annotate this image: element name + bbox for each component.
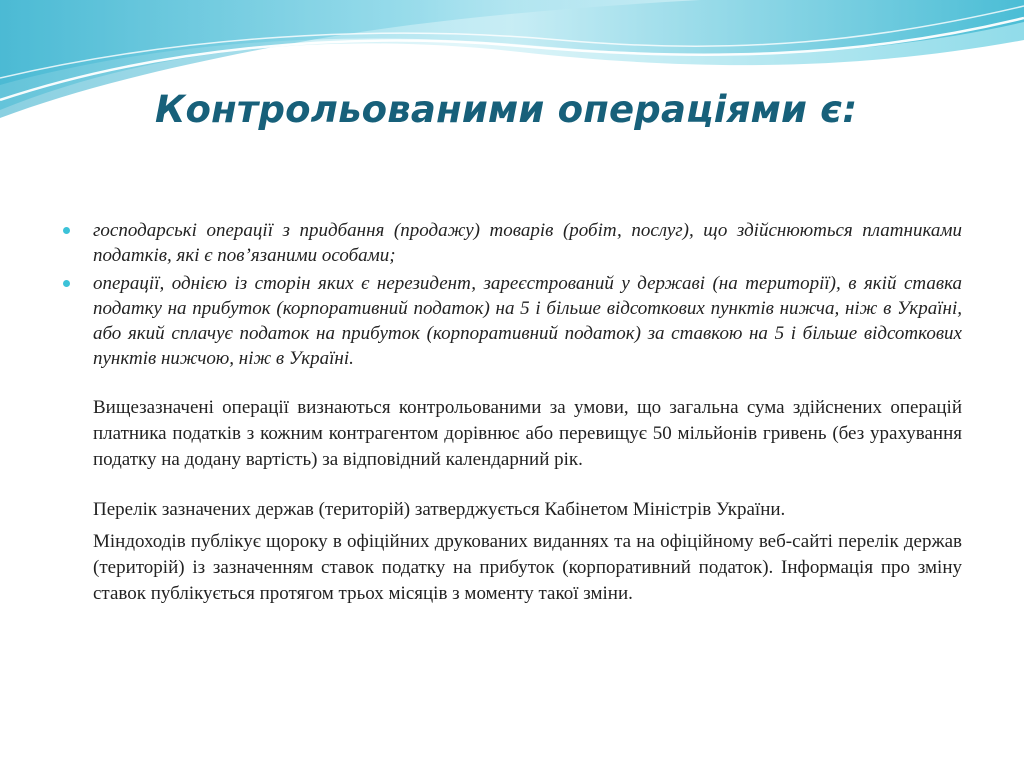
paragraph-cabinet: Перелік зазначених держав (територій) затверджується Кабінетом Міністрів України. [93,499,786,520]
paragraph-publication: Міндоходів публікує щороку в офіційних друкованих виданнях та на офіційному веб-сайті перелік держав (територій) із зазначенням ставок податку на прибуток (корпоративний податок). Інформація про зміну ставок публікується протягом трьох місяців з моменту такої зміни. [93,531,962,604]
list-item [62,218,962,268]
slide-content [62,218,962,607]
list-item [62,271,962,371]
bullet-text: операції, однією із сторін яких є нерезидент, зареєстрований у державі (на території), в якій ставка податку на прибуток (корпоративний податок) на 5 і більше відсоткових пунктів нижча, ніж в Україні, або який сплачує податок на прибуток (корпоративний податок) за ставкою на 5 і більше відсоткових пунктів нижчою, ніж в Україні. [93,273,962,369]
bullet-dot-icon [63,280,70,287]
bullet-text: господарські операції з придбання (продажу) товарів (робіт, послуг), що здійснюються платниками податків, які є пов’язаними особами; [93,220,962,266]
bullet-dot-icon [63,227,70,234]
bullet-list [62,218,962,371]
slide-title: Контрольованими операціями є: [155,88,858,131]
paragraph-conditions: Вищезазначені операції визнаються контрольованими за умови, що загальна сума здійснених операцій платника податків з кожним контрагентом дорівнює або перевищує 50 мільйонів гривень (без урахування податку на додану вартість) за відповідний календарний рік. [93,397,962,470]
